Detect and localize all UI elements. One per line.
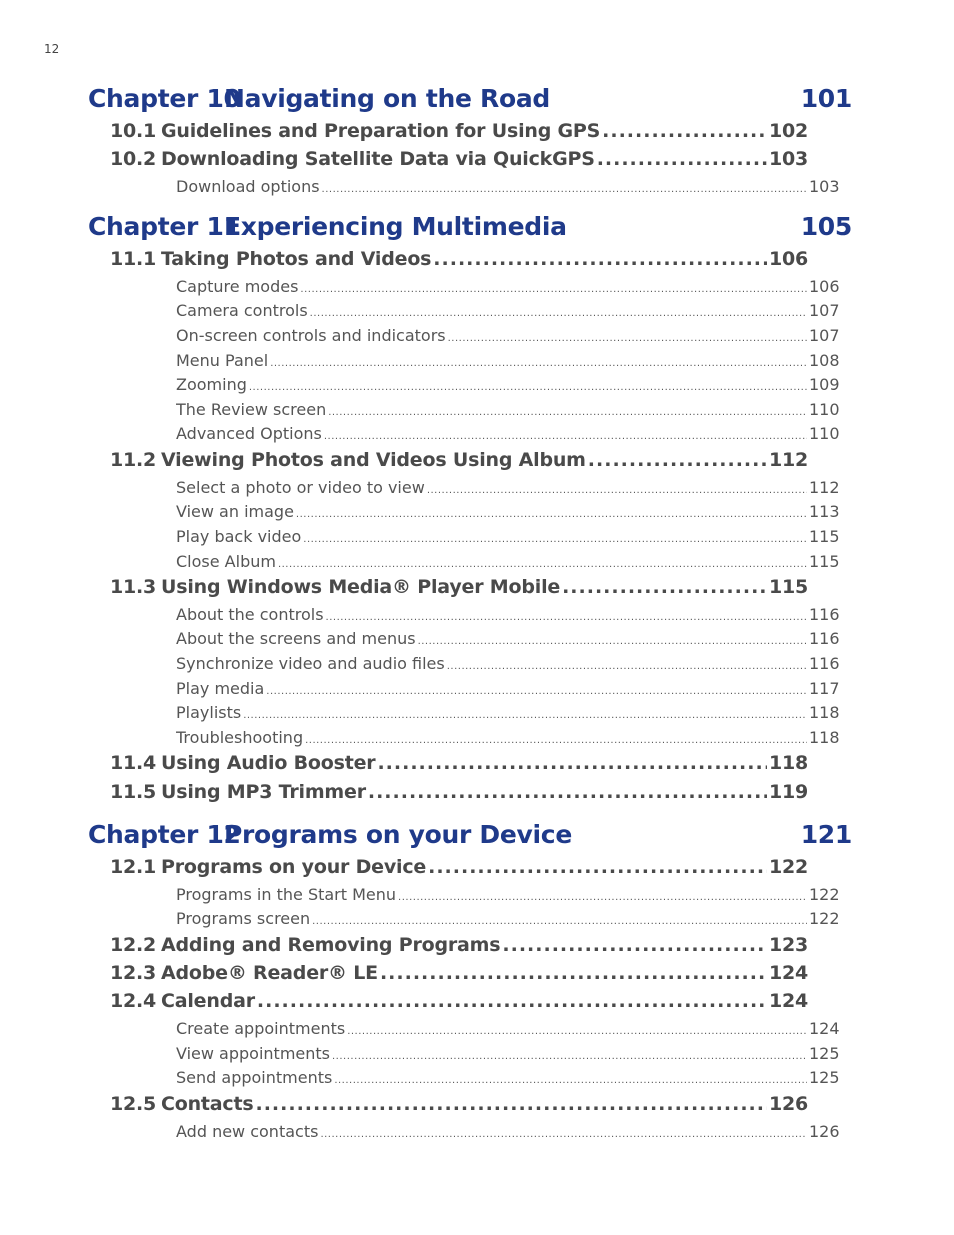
section-label <box>110 1093 769 1115</box>
subsection-page: 126 <box>809 1122 840 1141</box>
subsection-title: Add new contacts <box>176 1122 319 1141</box>
section-number: 12.1 <box>110 856 157 878</box>
section-label <box>110 990 769 1012</box>
subsection-page: 107 <box>809 326 840 345</box>
subsection-label <box>176 654 809 673</box>
dot-leader <box>562 576 767 598</box>
section-number: 11.1 <box>110 248 157 270</box>
subsection-label <box>176 885 809 904</box>
subsection-title: Troubleshooting <box>176 728 304 747</box>
dot-leader <box>249 375 807 394</box>
subsection-page: 116 <box>809 654 840 673</box>
section-label <box>110 962 769 984</box>
subsection-title: On-screen controls and indicators <box>176 326 446 345</box>
toc-subsection-entry[interactable] <box>176 728 843 747</box>
toc-section-entry[interactable] <box>110 990 808 1012</box>
section-title: Adobe® Reader® LE <box>161 962 378 984</box>
section-label <box>110 752 769 774</box>
section-number: 11.5 <box>110 781 157 803</box>
toc-subsection-entry[interactable] <box>176 177 843 196</box>
toc-chapter-heading[interactable] <box>88 820 852 849</box>
dot-leader <box>347 1019 807 1038</box>
toc-section-entry[interactable] <box>110 120 808 142</box>
section-number: 11.2 <box>110 449 157 471</box>
chapter-label <box>88 212 801 241</box>
subsection-label <box>176 527 809 546</box>
dot-leader <box>278 552 807 571</box>
dot-leader <box>243 703 807 722</box>
toc-section-entry[interactable] <box>110 248 808 270</box>
subsection-label <box>176 478 809 497</box>
subsection-page: 125 <box>809 1068 840 1087</box>
section-number: 12.5 <box>110 1093 157 1115</box>
dot-leader <box>266 679 807 698</box>
dot-leader <box>328 400 807 419</box>
section-label <box>110 856 769 878</box>
section-number: 11.3 <box>110 576 157 598</box>
dot-leader <box>320 1122 807 1141</box>
subsection-label <box>176 1019 809 1038</box>
toc-section-entry[interactable] <box>110 576 808 598</box>
subsection-label <box>176 351 809 370</box>
chapter-page: 121 <box>800 820 852 849</box>
subsection-page: 116 <box>809 605 840 624</box>
toc-chapter-heading[interactable] <box>88 212 852 241</box>
toc-section-entry[interactable] <box>110 856 808 878</box>
section-number: 10.1 <box>110 120 157 142</box>
subsection-title: Capture modes <box>176 277 299 296</box>
subsection-label <box>176 909 809 928</box>
subsection-page: 106 <box>809 277 840 296</box>
dot-leader <box>502 934 767 956</box>
dot-leader <box>312 909 807 928</box>
toc-subsection-entry[interactable] <box>176 277 843 296</box>
toc-subsection-entry[interactable] <box>176 1068 843 1087</box>
chapter-page: 105 <box>800 212 852 241</box>
section-page: 103 <box>768 148 808 170</box>
subsection-label <box>176 728 809 747</box>
dot-leader <box>433 248 767 270</box>
subsection-page: 122 <box>809 885 840 904</box>
subsection-label <box>176 1122 809 1141</box>
section-number: 12.2 <box>110 934 157 956</box>
section-title: Adding and Removing Programs <box>161 934 501 956</box>
toc-subsection-entry[interactable] <box>176 552 843 571</box>
subsection-title: Play back video <box>176 527 302 546</box>
section-page: 106 <box>768 248 808 270</box>
section-number: 12.4 <box>110 990 157 1012</box>
subsection-title: Playlists <box>176 703 242 722</box>
section-label <box>110 781 769 803</box>
subsection-label <box>176 375 809 394</box>
chapter-label <box>88 820 801 849</box>
subsection-label <box>176 400 809 419</box>
subsection-page: 112 <box>809 478 840 497</box>
subsection-title: Programs in the Start Menu <box>176 885 397 904</box>
section-page: 118 <box>768 752 808 774</box>
subsection-title: The Review screen <box>176 400 327 419</box>
subsection-title: About the controls <box>176 605 324 624</box>
subsection-page: 110 <box>809 424 840 443</box>
subsection-title: Select a photo or video to view <box>176 478 425 497</box>
subsection-title: Zooming <box>176 375 247 394</box>
subsection-title: Send appointments <box>176 1068 333 1087</box>
dot-leader <box>300 277 807 296</box>
subsection-page: 113 <box>809 502 840 521</box>
dot-leader <box>255 1093 766 1115</box>
subsection-page: 108 <box>809 351 840 370</box>
section-label <box>110 934 769 956</box>
subsection-title: View appointments <box>176 1044 330 1063</box>
dot-leader <box>332 1044 807 1063</box>
subsection-title: View an image <box>176 502 294 521</box>
dot-leader <box>305 728 807 747</box>
dot-leader <box>324 424 807 443</box>
toc-subsection-entry[interactable] <box>176 909 843 928</box>
toc-subsection-entry[interactable] <box>176 424 843 443</box>
section-title: Guidelines and Preparation for Using GPS <box>161 120 601 142</box>
subsection-page: 107 <box>809 301 840 320</box>
subsection-title: Camera controls <box>176 301 308 320</box>
section-number: 11.4 <box>110 752 157 774</box>
toc-subsection-entry[interactable] <box>176 679 843 698</box>
subsection-label <box>176 177 809 196</box>
chapter-label <box>88 84 801 113</box>
section-title: Contacts <box>161 1093 254 1115</box>
section-title: Using Audio Booster <box>161 752 376 774</box>
section-title: Using Windows Media® Player Mobile <box>161 576 561 598</box>
section-label <box>110 120 769 142</box>
subsection-title: About the screens and menus <box>176 629 416 648</box>
dot-leader <box>418 629 807 648</box>
toc-subsection-entry[interactable] <box>176 502 843 521</box>
chapter-title: Experiencing Multimedia <box>224 212 567 241</box>
dot-leader <box>597 148 767 170</box>
section-label <box>110 449 769 471</box>
dot-leader <box>296 502 807 521</box>
subsection-page: 118 <box>809 728 840 747</box>
toc-section-entry[interactable] <box>110 449 808 471</box>
toc-section-entry[interactable] <box>110 1093 808 1115</box>
chapter-title: Programs on your Device <box>224 820 572 849</box>
section-label <box>110 576 769 598</box>
subsection-label <box>176 1044 809 1063</box>
toc-subsection-entry[interactable] <box>176 629 843 648</box>
dot-leader <box>326 605 807 624</box>
dot-leader <box>322 177 807 196</box>
subsection-title: Synchronize video and audio files <box>176 654 445 673</box>
subsection-title: Menu Panel <box>176 351 269 370</box>
section-page: 102 <box>768 120 808 142</box>
subsection-title: Close Album <box>176 552 276 571</box>
dot-leader <box>447 654 807 673</box>
subsection-page: 118 <box>809 703 840 722</box>
section-page: 115 <box>768 576 808 598</box>
dot-leader <box>398 885 807 904</box>
subsection-label <box>176 277 809 296</box>
chapter-page: 101 <box>800 84 852 113</box>
subsection-page: 116 <box>809 629 840 648</box>
chapter-title: Navigating on the Road <box>224 84 551 113</box>
section-page: 119 <box>768 781 808 803</box>
subsection-title: Download options <box>176 177 320 196</box>
section-number: 12.3 <box>110 962 157 984</box>
toc-section-entry[interactable] <box>110 148 808 170</box>
subsection-label <box>176 301 809 320</box>
toc-section-entry[interactable] <box>110 962 808 984</box>
toc-subsection-entry[interactable] <box>176 326 843 345</box>
dot-leader <box>270 351 807 370</box>
section-title: Calendar <box>161 990 255 1012</box>
subsection-page: 110 <box>809 400 840 419</box>
section-title: Using MP3 Trimmer <box>161 781 366 803</box>
subsection-page: 124 <box>809 1019 840 1038</box>
subsection-page: 103 <box>809 177 840 196</box>
dot-leader <box>448 326 807 345</box>
chapter-number: Chapter 11 <box>88 212 241 241</box>
chapter-number: Chapter 10 <box>88 84 241 113</box>
toc-subsection-entry[interactable] <box>176 375 843 394</box>
section-page: 124 <box>768 962 808 984</box>
dot-leader <box>334 1068 807 1087</box>
toc-subsection-entry[interactable] <box>176 478 843 497</box>
toc-subsection-entry[interactable] <box>176 703 843 722</box>
section-title: Programs on your Device <box>161 856 427 878</box>
dot-leader <box>257 990 767 1012</box>
subsection-page: 125 <box>809 1044 840 1063</box>
dot-leader <box>380 962 767 984</box>
subsection-page: 117 <box>809 679 840 698</box>
subsection-label <box>176 552 809 571</box>
subsection-label <box>176 1068 809 1087</box>
dot-leader <box>428 856 767 878</box>
section-title: Downloading Satellite Data via QuickGPS <box>161 148 595 170</box>
toc-subsection-entry[interactable] <box>176 527 843 546</box>
section-label <box>110 248 769 270</box>
dot-leader <box>602 120 767 142</box>
toc-subsection-entry[interactable] <box>176 654 843 673</box>
toc-subsection-entry[interactable] <box>176 1019 843 1038</box>
section-number: 10.2 <box>110 148 157 170</box>
subsection-label <box>176 605 809 624</box>
dot-leader <box>377 752 766 774</box>
subsection-title: Play media <box>176 679 265 698</box>
dot-leader <box>588 449 767 471</box>
subsection-label <box>176 703 809 722</box>
subsection-label <box>176 502 809 521</box>
toc-subsection-entry[interactable] <box>176 1122 843 1141</box>
section-page: 126 <box>768 1093 808 1115</box>
chapter-number: Chapter 12 <box>88 820 241 849</box>
toc-subsection-entry[interactable] <box>176 301 843 320</box>
toc-subsection-entry[interactable] <box>176 885 843 904</box>
toc-section-entry[interactable] <box>110 934 808 956</box>
subsection-page: 122 <box>809 909 840 928</box>
subsection-label <box>176 679 809 698</box>
subsection-title: Advanced Options <box>176 424 322 443</box>
dot-leader <box>368 781 767 803</box>
section-page: 112 <box>768 449 808 471</box>
dot-leader <box>310 301 807 320</box>
dot-leader <box>303 527 807 546</box>
toc-subsection-entry[interactable] <box>176 351 843 370</box>
toc-section-entry[interactable] <box>110 781 808 803</box>
section-title: Viewing Photos and Videos Using Album <box>161 449 586 471</box>
subsection-label <box>176 326 809 345</box>
toc-subsection-entry[interactable] <box>176 605 843 624</box>
section-page: 124 <box>768 990 808 1012</box>
section-label <box>110 148 769 170</box>
subsection-label <box>176 424 809 443</box>
subsection-label <box>176 629 809 648</box>
section-page: 123 <box>768 934 808 956</box>
subsection-title: Create appointments <box>176 1019 346 1038</box>
section-page: 122 <box>768 856 808 878</box>
page-number: 12 <box>44 42 60 56</box>
section-title: Taking Photos and Videos <box>161 248 432 270</box>
dot-leader <box>427 478 807 497</box>
toc-subsection-entry[interactable] <box>176 400 843 419</box>
subsection-page: 115 <box>809 552 840 571</box>
subsection-page: 109 <box>809 375 840 394</box>
toc-section-entry[interactable] <box>110 752 808 774</box>
subsection-page: 115 <box>809 527 840 546</box>
subsection-title: Programs screen <box>176 909 311 928</box>
toc-subsection-entry[interactable] <box>176 1044 843 1063</box>
toc-chapter-heading[interactable] <box>88 84 852 113</box>
